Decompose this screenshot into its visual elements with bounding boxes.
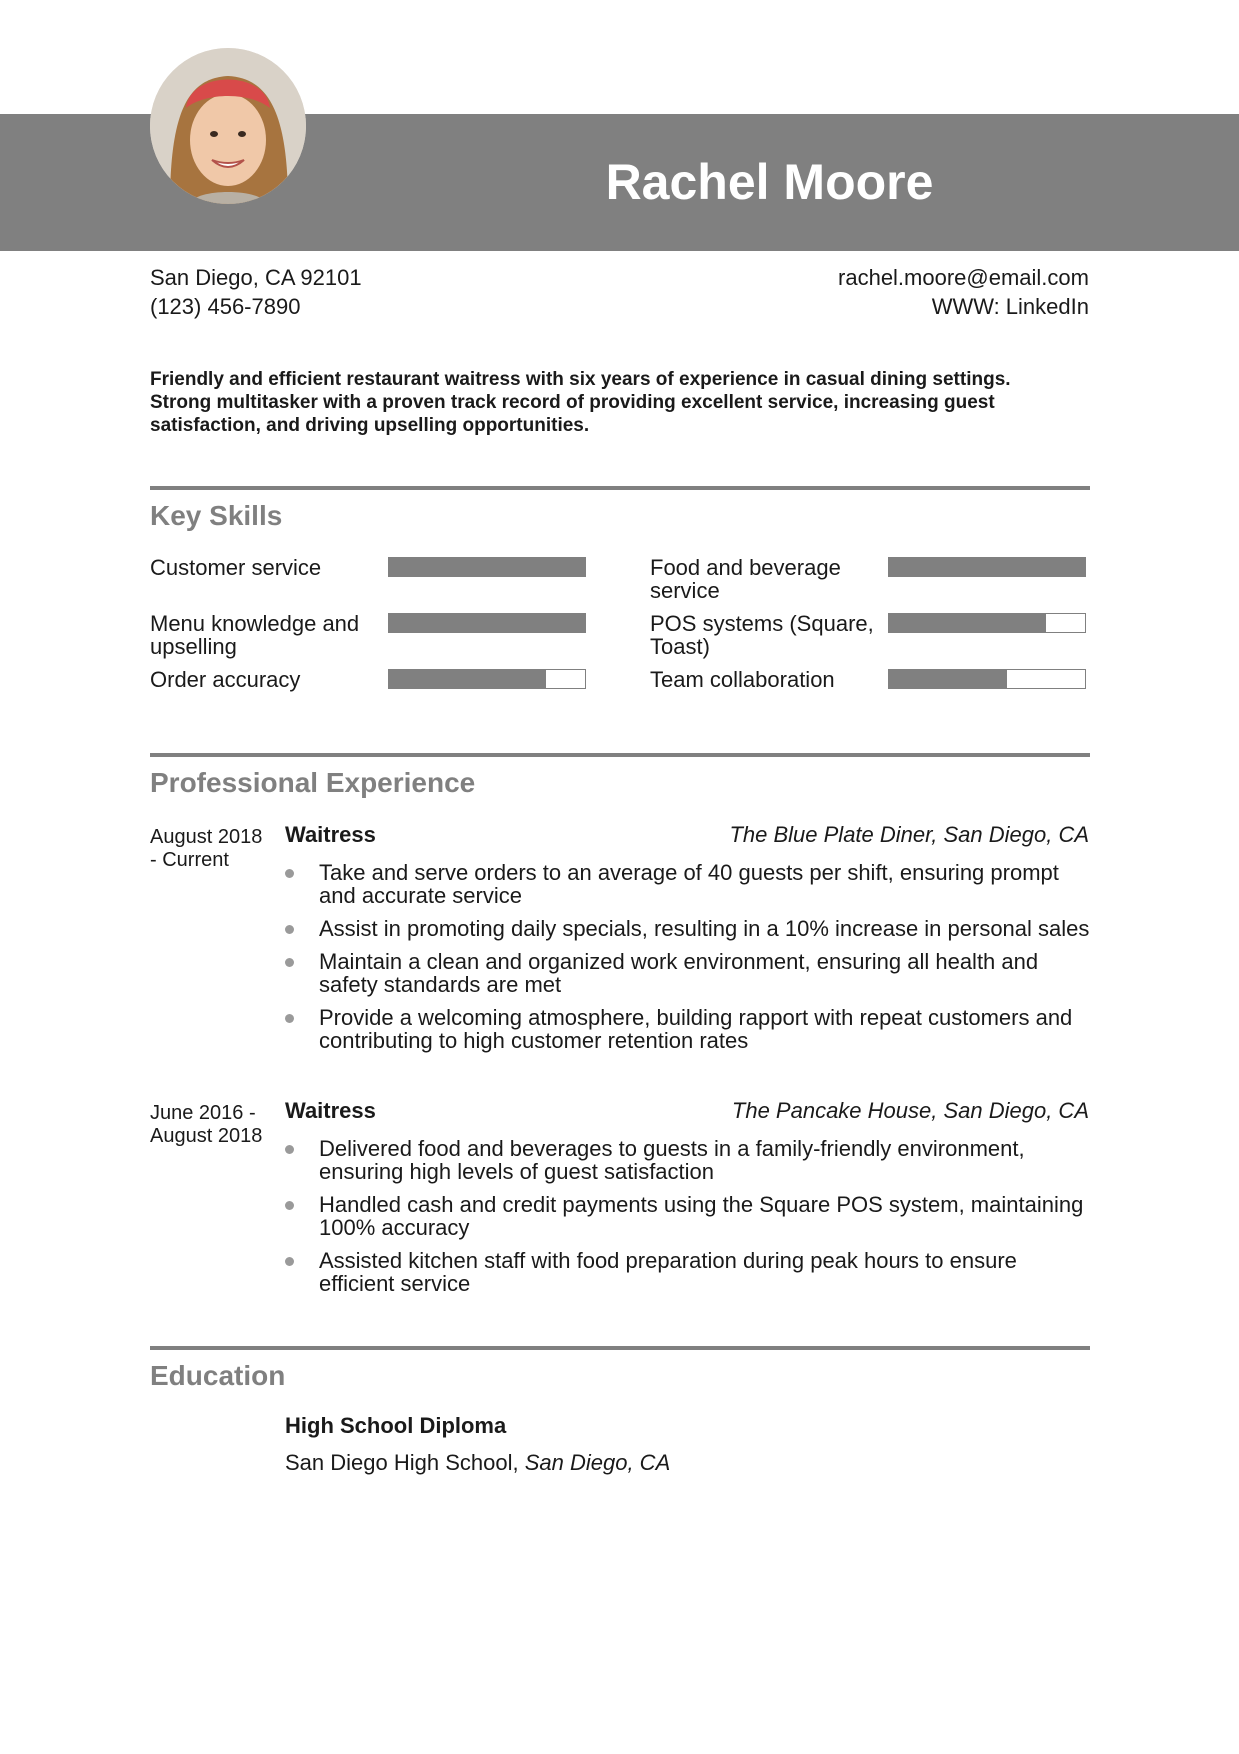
section-divider xyxy=(150,486,1090,490)
bullet-text: Assisted kitchen staff with food preparation during peak hours to ensure efficient service xyxy=(319,1248,1017,1296)
school-name: San Diego High School, xyxy=(285,1450,519,1475)
list-item xyxy=(285,1006,1090,1052)
bullet-text: Maintain a clean and organized work environment, ensuring all health and safety standards are met xyxy=(319,949,1039,997)
section-divider xyxy=(150,1346,1090,1350)
skill-bar xyxy=(388,557,586,577)
portrait-photo-icon xyxy=(150,48,306,204)
skill-bar-fill xyxy=(389,558,585,576)
website-link[interactable]: WWW: LinkedIn xyxy=(931,294,1089,319)
skill-bar-fill xyxy=(889,558,1085,576)
bullet-icon xyxy=(285,869,294,878)
section-divider xyxy=(150,753,1090,757)
contact-left xyxy=(150,263,362,321)
skill-bar-fill xyxy=(389,614,585,632)
skill-label: Team collaboration xyxy=(650,667,835,692)
school-location: San Diego, CA xyxy=(524,1450,671,1475)
list-item xyxy=(285,861,1090,907)
skill-bar xyxy=(888,613,1086,633)
bullet-icon xyxy=(285,925,294,934)
skill-bar-fill xyxy=(889,670,1007,688)
job-company: The Blue Plate Diner, San Diego, CA xyxy=(729,822,1089,847)
section-title-education: Education xyxy=(150,1360,286,1391)
list-item xyxy=(285,1137,1090,1183)
section-title-experience: Professional Experience xyxy=(150,767,476,798)
address: San Diego, CA 92101 xyxy=(150,265,362,290)
job-bullets xyxy=(285,861,1090,1062)
profile-summary: Friendly and efficient restaurant waitress with six years of experience in casual dining settings. Strong multitasker with a proven track record of providing excellent service, increasing guest satisfaction, and driving upselling opportunities. xyxy=(150,369,1011,436)
skill-label: Food and beverage service xyxy=(650,555,841,603)
job-dates: August 2018 - Current xyxy=(150,826,263,871)
job-title: Waitress xyxy=(285,1098,376,1123)
bullet-icon xyxy=(285,1014,294,1023)
job-bullets xyxy=(285,1137,1090,1305)
skill-label: Customer service xyxy=(150,555,322,580)
job-company: The Pancake House, San Diego, CA xyxy=(731,1098,1089,1123)
profile-photo xyxy=(150,48,306,204)
candidate-name: Rachel Moore xyxy=(605,154,934,210)
skill-bar xyxy=(388,613,586,633)
skill-label: POS systems (Square, Toast) xyxy=(650,611,874,659)
skill-label: Order accuracy xyxy=(150,667,301,692)
skill-label: Menu knowledge and upselling xyxy=(150,611,360,659)
list-item xyxy=(285,917,1090,940)
bullet-text: Handled cash and credit payments using the Square POS system, maintaining 100% accuracy xyxy=(319,1192,1084,1240)
list-item xyxy=(285,950,1090,996)
bullet-icon xyxy=(285,1257,294,1266)
skill-bar xyxy=(888,557,1086,577)
bullet-text: Provide a welcoming atmosphere, building rapport with repeat customers and contributing to high customer retention rates xyxy=(319,1005,1073,1053)
job-dates: June 2016 - August 2018 xyxy=(150,1102,263,1147)
email-link[interactable]: rachel.moore@email.com xyxy=(838,265,1089,290)
job-title: Waitress xyxy=(285,822,376,847)
bullet-icon xyxy=(285,1145,294,1154)
section-title-skills: Key Skills xyxy=(150,500,283,531)
bullet-text: Take and serve orders to an average of 40 guests per shift, ensuring prompt and accurate service xyxy=(319,860,1059,908)
skill-bar-fill xyxy=(389,670,546,688)
skill-bar xyxy=(888,669,1086,689)
list-item xyxy=(285,1193,1090,1239)
phone: (123) 456-7890 xyxy=(150,294,301,319)
education-school xyxy=(285,1450,670,1476)
contact-right xyxy=(838,263,1089,321)
bullet-icon xyxy=(285,958,294,967)
bullet-icon xyxy=(285,1201,294,1210)
skill-bar xyxy=(388,669,586,689)
bullet-text: Assist in promoting daily specials, resulting in a 10% increase in personal sales xyxy=(319,916,1090,941)
education-degree: High School Diploma xyxy=(285,1413,507,1438)
skill-bar-fill xyxy=(889,614,1046,632)
bullet-text: Delivered food and beverages to guests in a family-friendly environment, ensuring high levels of guest satisfaction xyxy=(319,1136,1025,1184)
list-item xyxy=(285,1249,1090,1295)
